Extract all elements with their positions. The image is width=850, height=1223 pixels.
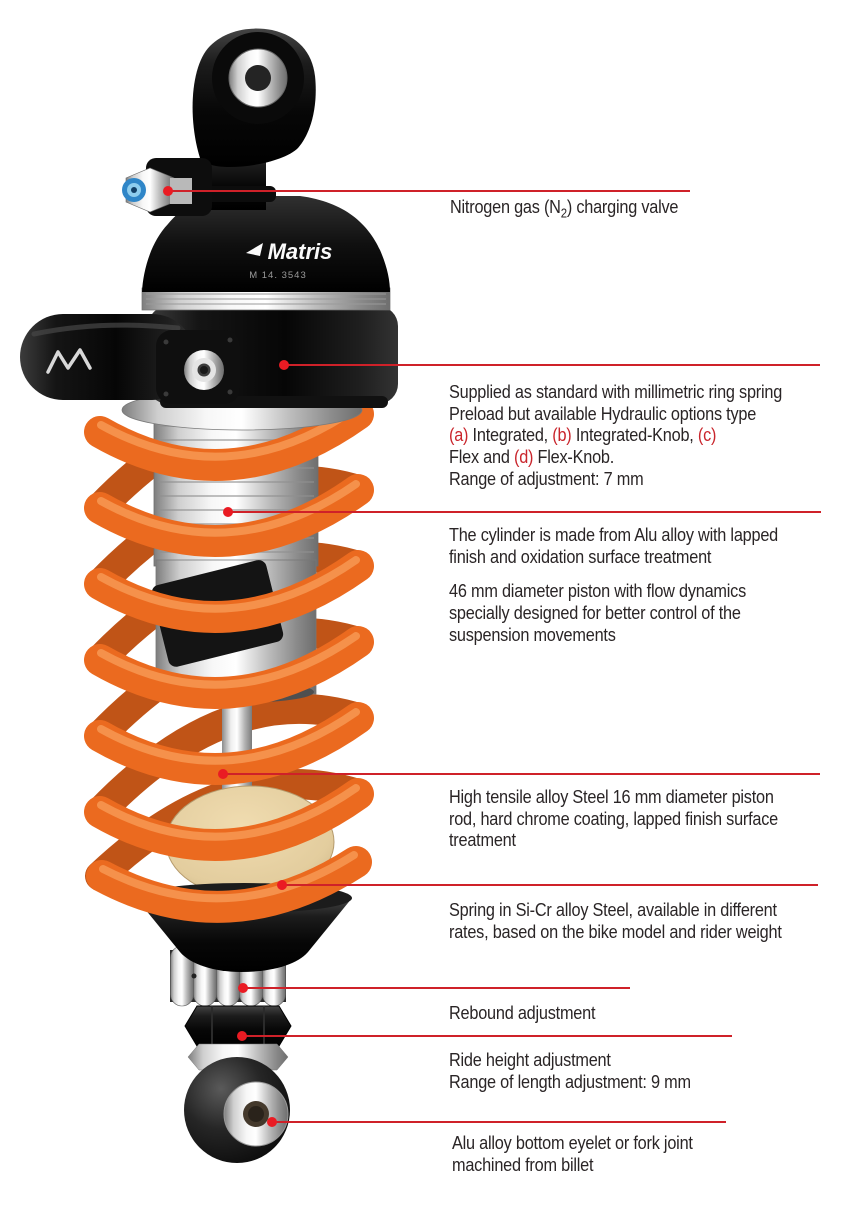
callout-dot [223, 507, 233, 517]
callout-line [272, 1121, 726, 1123]
callout-line [282, 884, 818, 886]
callout-dot [267, 1117, 277, 1127]
annotation-cylinder-piston [449, 524, 778, 646]
annotation-text-line: Flex and (d) Flex-Knob. [449, 446, 615, 468]
callout-line [168, 190, 690, 192]
annotation-text-line: Ride height adjustment [449, 1049, 611, 1070]
annotation-text-line: High tensile alloy Steel 16 mm diameter piston [449, 786, 774, 807]
annotation-text-line: Spring in Si-Cr alloy Steel, available in different [449, 899, 777, 920]
callout-line [243, 987, 630, 989]
annotation-text-line: specially designed for better control of the [449, 602, 741, 624]
callout-dot [218, 769, 228, 779]
annotation-text-line: suspension movements [449, 623, 616, 645]
annotation-nitrogen-valve [450, 196, 679, 221]
callout-line [228, 511, 821, 513]
callout-line [242, 1035, 732, 1037]
model-code-text: M 14. 3543 [249, 270, 307, 281]
callout-dot [237, 1031, 247, 1041]
annotation-rebound [449, 1002, 595, 1024]
annotation-text-line: The cylinder is made from Alu alloy with lapped [449, 524, 778, 545]
annotation-text-line: finish and oxidation surface treatment [449, 545, 712, 567]
annotation-text-line: rod, hard chrome coating, lapped finish surface [449, 807, 779, 829]
annotation-text-line: machined from billet [452, 1153, 594, 1175]
annotation-text-line: Alu alloy bottom eyelet or fork joint [452, 1132, 693, 1153]
callout-line [284, 364, 820, 366]
annotation-bottom-eyelet [452, 1132, 693, 1175]
annotation-text-line: Preload but available Hydraulic options type [449, 402, 757, 424]
annotation-text-line: (a) Integrated, (b) Integrated-Knob, (c) [449, 424, 717, 446]
sticker-brand-text: Matris [196, 599, 250, 630]
annotation-text-line: Range of adjustment: 7 mm [449, 467, 644, 489]
brand-logo-text: Matris [267, 239, 333, 264]
annotation-spring [449, 899, 782, 942]
callout-dot [277, 880, 287, 890]
annotation-ride-height [449, 1049, 691, 1092]
annotation-text-line: rates, based on the bike model and rider weight [449, 920, 782, 942]
callout-dot [279, 360, 289, 370]
annotation-text-line: Nitrogen gas $(N_2)$ charging valve [450, 196, 679, 221]
callout-dot [163, 186, 173, 196]
annotation-preload [449, 381, 782, 490]
annotation-text-line: Rebound adjustment [449, 1002, 596, 1023]
annotation-text-line: Supplied as standard with millimetric ring spring [449, 381, 783, 402]
annotation-text-line: Range of length adjustment: 9 mm [449, 1070, 691, 1092]
annotation-text-line: 46 mm diameter piston with flow dynamics [449, 580, 747, 602]
callout-dot [238, 983, 248, 993]
callout-line [223, 773, 820, 775]
annotation-text-line: treatment [449, 829, 516, 851]
annotation-piston-rod [449, 786, 778, 851]
